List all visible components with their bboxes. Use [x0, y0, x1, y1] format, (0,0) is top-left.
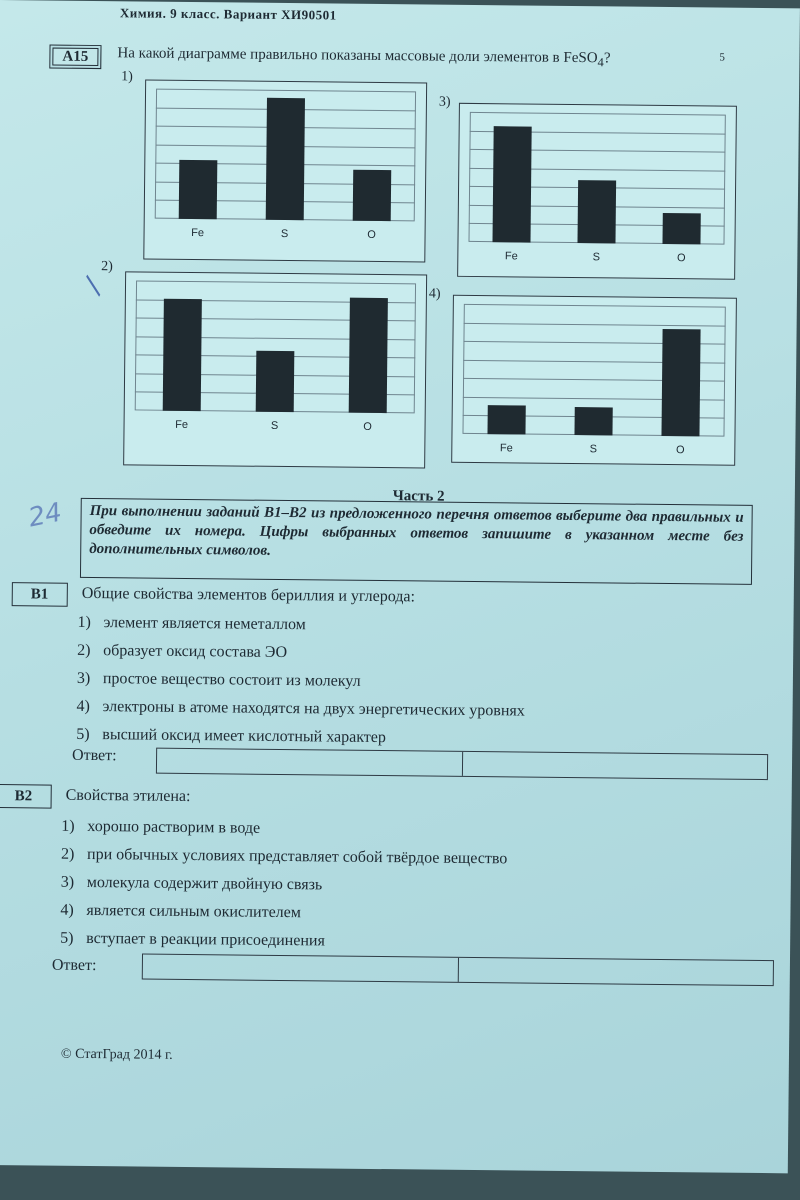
option-text: при обычных условиях представляет собой твёрдое вещество [86, 845, 508, 868]
x-tick-label: O [363, 420, 372, 433]
option-text: образует оксид состава ЭО [103, 642, 288, 662]
chart-option-label-2: 2) [101, 259, 113, 275]
instructions-box: При выполнении заданий В1–В2 из предложенного перечня ответов выберите два правильных и обведите их номера. Цифры выбранных ответов запишите в указанном месте без дополнительных символов. [80, 498, 753, 585]
x-tick-label: O [675, 444, 685, 457]
x-tick-label: Fe [191, 227, 205, 240]
bar-fe [492, 126, 531, 242]
page-number: 5 [719, 51, 725, 64]
option-text: вступает в реакции присоединения [86, 929, 325, 950]
plot-area [462, 304, 725, 437]
x-tick-label: O [367, 228, 376, 241]
option-number: 3) [76, 669, 91, 687]
bar-s [577, 180, 616, 243]
bar-s [256, 351, 295, 412]
option-number: 2) [60, 845, 75, 863]
option-number: 4) [76, 697, 91, 715]
handwritten-note: 24 [25, 497, 65, 534]
question-label-b1: В1 [12, 582, 68, 607]
handwritten-check-mark: / [78, 274, 109, 298]
option-text: простое вещество состоит из молекул [102, 670, 361, 690]
chart-option-4 [451, 295, 737, 466]
option-text: электроны в атоме находятся на двух энергетических уровнях [102, 698, 525, 720]
answer-cell[interactable] [458, 958, 773, 985]
question-mark: ? [603, 50, 611, 67]
x-tick-label: Fe [504, 250, 518, 263]
question-label-a15: А15 [49, 45, 101, 70]
answer-cell[interactable] [462, 752, 767, 779]
bar-fe [487, 405, 525, 434]
bar-s [266, 98, 305, 220]
answer-label-b2: Ответ: [51, 956, 97, 975]
plot-area [135, 280, 416, 413]
answer-field-b1[interactable] [156, 748, 768, 780]
bar-o [662, 213, 700, 244]
bar-fe [163, 299, 202, 411]
option-number: 5) [76, 725, 90, 743]
answer-label-b1: Ответ: [72, 746, 117, 765]
option-text: элемент является неметаллом [103, 614, 306, 634]
bar-o [661, 329, 700, 436]
page-header: Химия. 9 класс. Вариант ХИ90501 [119, 5, 337, 23]
answer-cell[interactable] [143, 955, 459, 982]
question-text-b1: Общие свойства элементов бериллия и углерода: [81, 584, 416, 606]
x-tick-label: O [676, 252, 686, 265]
option-number: 2) [77, 641, 91, 659]
option-text: является сильным окислителем [86, 901, 302, 922]
plot-area [468, 112, 725, 245]
question-text: На какой диаграмме правильно показаны массовые доли элементов в FeSO [117, 45, 598, 67]
x-tick-label: S [270, 419, 279, 432]
x-tick-label: S [280, 227, 289, 241]
option-number: 1) [77, 613, 91, 631]
x-tick-label: Fe [175, 418, 189, 431]
option-number: 5) [60, 929, 74, 947]
options-list-b1 [76, 609, 526, 754]
chart-option-3 [457, 103, 737, 280]
part2-title: Часть 2 [392, 488, 445, 505]
option-text: хорошо растворим в воде [87, 817, 261, 837]
options-list-b2 [60, 813, 508, 958]
option-number: 4) [60, 901, 74, 919]
answer-cell[interactable] [157, 749, 463, 776]
plot-area [155, 89, 416, 222]
x-tick-label: Fe [499, 442, 513, 455]
formula-subscript: 4 [597, 55, 604, 70]
chart-option-label-1: 1) [121, 69, 133, 85]
copyright-footer: © СтатГрад 2014 г. [60, 1046, 173, 1063]
chart-option-2 [123, 271, 427, 468]
question-text-a15 [117, 45, 610, 70]
x-tick-label: S [589, 443, 598, 456]
option-number: 3) [60, 873, 75, 891]
option-b2-5[interactable] [60, 925, 507, 958]
question-text-b2: Свойства этилена: [65, 786, 191, 806]
bar-s [574, 407, 612, 435]
answer-field-b2[interactable] [142, 954, 774, 987]
chart-option-label-4: 4) [428, 286, 441, 302]
bar-o [349, 298, 388, 413]
x-tick-label: S [592, 251, 601, 264]
bar-fe [179, 160, 218, 219]
chart-option-1 [143, 80, 427, 263]
bar-o [353, 170, 392, 221]
option-number: 1) [61, 817, 75, 835]
option-text: молекула содержит двойную связь [86, 873, 323, 894]
question-label-b2: В2 [0, 784, 51, 809]
option-text: высший оксид имеет кислотный характер [102, 726, 387, 747]
chart-option-label-3: 3) [438, 94, 451, 110]
